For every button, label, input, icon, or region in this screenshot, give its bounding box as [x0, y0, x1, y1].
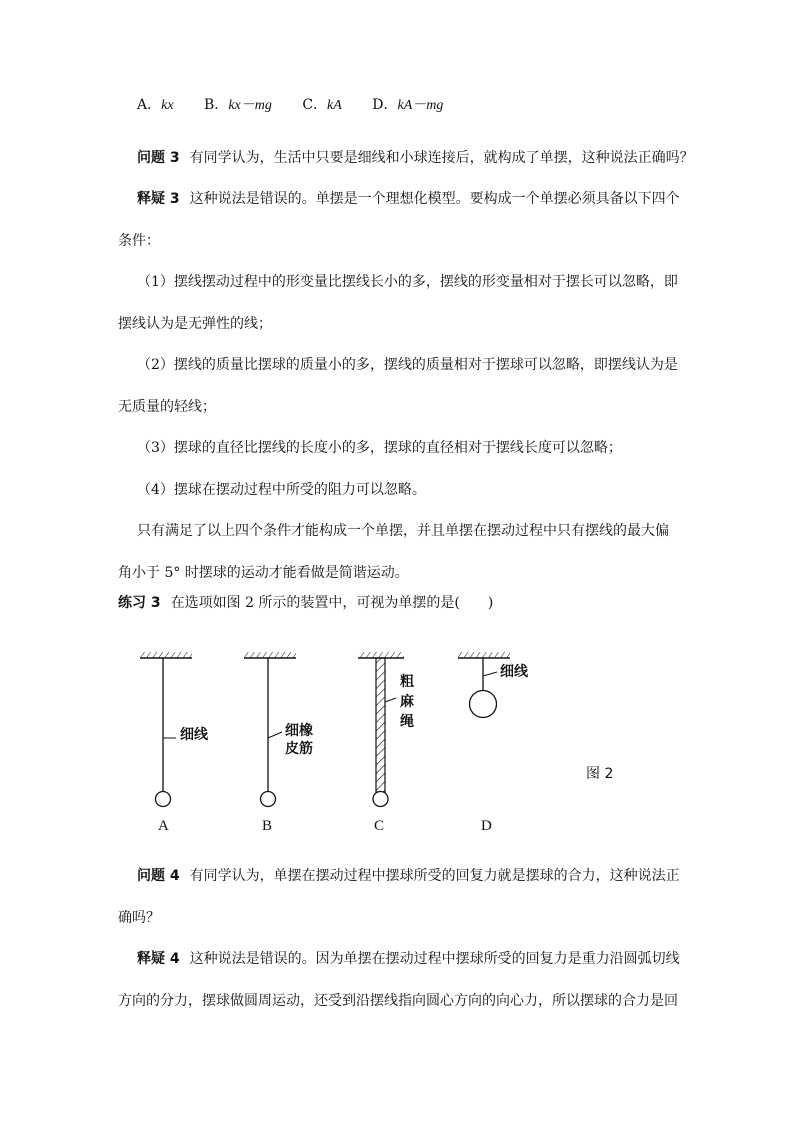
ceiling-c [358, 652, 404, 658]
device-c [358, 652, 415, 834]
option-label-d: D [481, 818, 492, 834]
option-label-b: B [262, 818, 273, 834]
device-d [458, 652, 529, 834]
ceiling-b [244, 652, 296, 658]
label-b-1: 细橡 [285, 723, 313, 739]
question-4-label: 问题 4 [137, 868, 180, 884]
condition-2-line-1: （2）摆线的质量比摆球的质量小的多，摆线的质量相对于摆球可以忽略，即摆线认为是 [137, 357, 678, 373]
answer-3-label: 释疑 3 [137, 191, 180, 207]
option-b: B．kx－mg [204, 97, 272, 113]
figure-caption: 图 2 [586, 766, 614, 782]
bob-c [373, 792, 388, 807]
bob-a [156, 792, 171, 807]
exercise-3-text: 在选项如图 2 所示的装置中，可视为单摆的是( ) [170, 595, 494, 611]
option-label-c: C [374, 818, 385, 834]
answer-3-line-2: 条件： [118, 233, 160, 249]
label-a: 细线 [180, 727, 208, 743]
question-3-label: 问题 3 [137, 150, 180, 166]
conclusion-line-1: 只有满足了以上四个条件才能构成一个单摆，并且单摆在摆动过程中只有摆线的最大偏 [137, 523, 669, 539]
condition-1-line-2: 摆线认为是无弹性的线； [118, 316, 272, 332]
figure-2 [0, 640, 794, 850]
device-b [244, 652, 313, 834]
ceiling-d [458, 652, 510, 658]
bob-d [470, 691, 497, 718]
device-a [140, 652, 209, 834]
label-c-2: 麻 [400, 694, 414, 710]
option-label-a: A [158, 818, 169, 834]
label-pointer-d [483, 672, 497, 676]
condition-1-line-1: （1）摆线摆动过程中的形变量比摆线长小的多，摆线的形变量相对于摆长可以忽略，即 [137, 274, 678, 290]
answer-options [137, 95, 469, 116]
bob-b [261, 792, 276, 807]
exercise-3-label: 练习 3 [118, 595, 161, 611]
condition-2-line-2: 无质量的轻线； [118, 399, 216, 415]
answer-4-label: 释疑 4 [137, 951, 180, 967]
option-a: A．kx [137, 97, 174, 113]
question-3-text: 有同学认为，生活中只要是细线和小球连接后，就构成了单摆，这种说法正确吗？ [189, 150, 694, 166]
thick-rope-c [376, 658, 385, 792]
ceiling-a [140, 652, 192, 658]
answer-3-line-1: 释疑 3 这种说法是错误的。单摆是一个理想化模型。要构成一个单摆必须具备以下四个 [137, 191, 680, 207]
conclusion-line-2: 角小于 5° 时摆球的运动才能看做是简谐运动。 [118, 565, 409, 581]
label-b-2: 皮筋 [285, 741, 313, 757]
question-3 [137, 148, 694, 168]
condition-3: （3）摆球的直径比摆线的长度小的多，摆球的直径相对于摆线长度可以忽略； [137, 440, 622, 456]
condition-4: （4）摆球在摆动过程中所受的阻力可以忽略。 [137, 482, 426, 498]
label-c-1: 粗 [400, 674, 414, 690]
label-c-3: 绳 [400, 714, 414, 730]
answer-4-line-1: 释疑 4 这种说法是错误的。因为单摆在摆动过程中摆球所受的回复力是重力沿圆弧切线 [137, 951, 680, 967]
option-d: D．kA－mg [372, 97, 444, 113]
option-c: C．kA [302, 97, 342, 113]
question-4-line-2: 确吗？ [118, 910, 160, 926]
label-pointer-b [268, 732, 282, 738]
answer-4-line-2: 方向的分力，摆球做圆周运动，还受到沿摆线指向圆心方向的向心力，所以摆球的合力是回 [118, 993, 678, 1009]
label-d: 细线 [500, 664, 528, 680]
question-4-line-1: 问题 4 有同学认为，单摆在摆动过程中摆球所受的回复力就是摆球的合力，这种说法正 [137, 868, 680, 884]
exercise-3 [118, 593, 493, 613]
label-pointer-c [385, 698, 396, 702]
